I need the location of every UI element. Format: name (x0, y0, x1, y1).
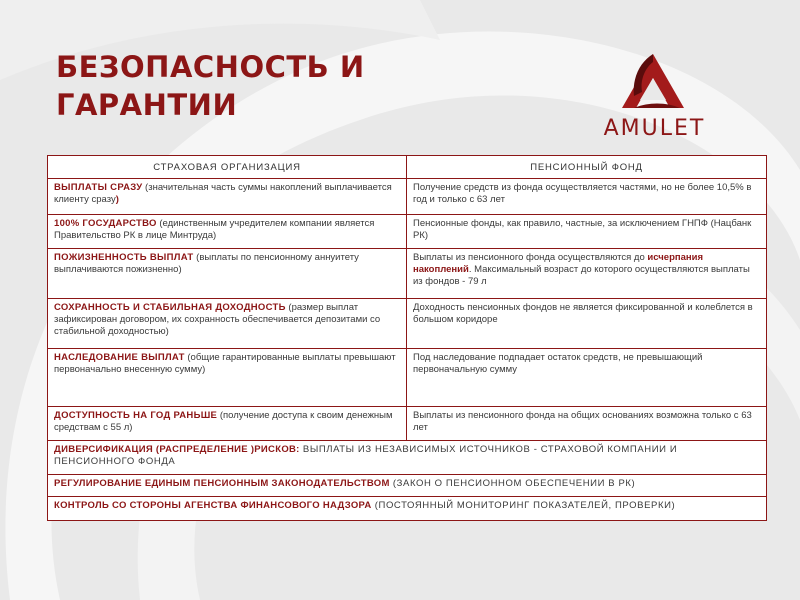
table-row (48, 179, 767, 215)
table-row-full-width (48, 441, 767, 475)
cell-full-width: ДИВЕРСИФИКАЦИЯ (РАСПРЕДЕЛЕНИЕ )РИСКОВ: ВЫПЛАТЫ ИЗ НЕЗАВИСИМЫХ ИСТОЧНИКОВ - СТРАХОВОЙ КОМПАНИИ И ПЕНСИОННОГО ФОНДА (48, 441, 767, 475)
table-row (48, 299, 767, 349)
cell-insurance: СОХРАННОСТЬ И СТАБИЛЬНАЯ ДОХОДНОСТЬ (размер выплат зафиксирован договором, их сохранность обеспечивается депозитами со стабильной доходностью) (48, 299, 407, 349)
table-row (48, 349, 767, 407)
cell-full-width: РЕГУЛИРОВАНИЕ ЕДИНЫМ ПЕНСИОННЫМ ЗАКОНОДАТЕЛЬСТВОМ (ЗАКОН О ПЕНСИОННОМ ОБЕСПЕЧЕНИИ В РК) (48, 475, 767, 497)
cell-insurance: ПОЖИЗНЕННОСТЬ ВЫПЛАТ (выплаты по пенсионному аннуитету выплачиваются пожизненно) (48, 249, 407, 299)
table-row-full-width (48, 497, 767, 521)
amulet-logo-mark-icon (620, 52, 686, 110)
cell-full-width: КОНТРОЛЬ СО СТОРОНЫ АГЕНСТВА ФИНАНСОВОГО НАДЗОРА (ПОСТОЯННЫЙ МОНИТОРИНГ ПОКАЗАТЕЛЕЙ, ПРОВЕРКИ) (48, 497, 767, 521)
table-row-full-width (48, 475, 767, 497)
title-line-2: ГАРАНТИИ (56, 88, 238, 122)
cell-pension: Под наследование подпадает остаток средств, не превышающий первоначальную сумму (407, 349, 767, 407)
cell-pension: Выплаты из пенсионного фонда на общих основаниях возможна только с 63 лет (407, 407, 767, 441)
cell-pension: Пенсионные фонды, как правило, частные, за исключением ГНПФ (Нацбанк РК) (407, 215, 767, 249)
logo-wordmark: AMULET (603, 116, 706, 141)
cell-insurance: ДОСТУПНОСТЬ НА ГОД РАНЬШЕ (получение доступа к своим денежным средствам с 55 л) (48, 407, 407, 441)
col-header-pension-fund: ПЕНСИОННЫЙ ФОНД (407, 156, 767, 179)
cell-insurance: НАСЛЕДОВАНИЕ ВЫПЛАТ (общие гарантированные выплаты превышают первоначально внесенную сумму) (48, 349, 407, 407)
title-line-1: БЕЗОПАСНОСТЬ И (56, 50, 365, 84)
cell-insurance: 100% ГОСУДАРСТВО (единственным учредителем компании является Правительство РК в лице Минтруда) (48, 215, 407, 249)
table-header-row (48, 156, 767, 179)
table-row (48, 249, 767, 299)
col-header-insurance: СТРАХОВАЯ ОРГАНИЗАЦИЯ (48, 156, 407, 179)
page-title (56, 48, 365, 124)
cell-pension: Доходность пенсионных фондов не является фиксированной и колеблется в большом коридоре (407, 299, 767, 349)
comparison-table (47, 155, 767, 521)
amulet-logo (582, 52, 727, 147)
cell-pension: Выплаты из пенсионного фонда осуществляются до исчерпания накоплений. Максимальный возраст до которого осуществляются выплаты из фондов - 79 л (407, 249, 767, 299)
table-row (48, 215, 767, 249)
cell-insurance: ВЫПЛАТЫ СРАЗУ (значительная часть суммы накоплений выплачивается клиенту сразу) (48, 179, 407, 215)
cell-pension: Получение средств из фонда осуществляется частями, но не более 10,5% в год и только с 63 лет (407, 179, 767, 215)
table-row (48, 407, 767, 441)
